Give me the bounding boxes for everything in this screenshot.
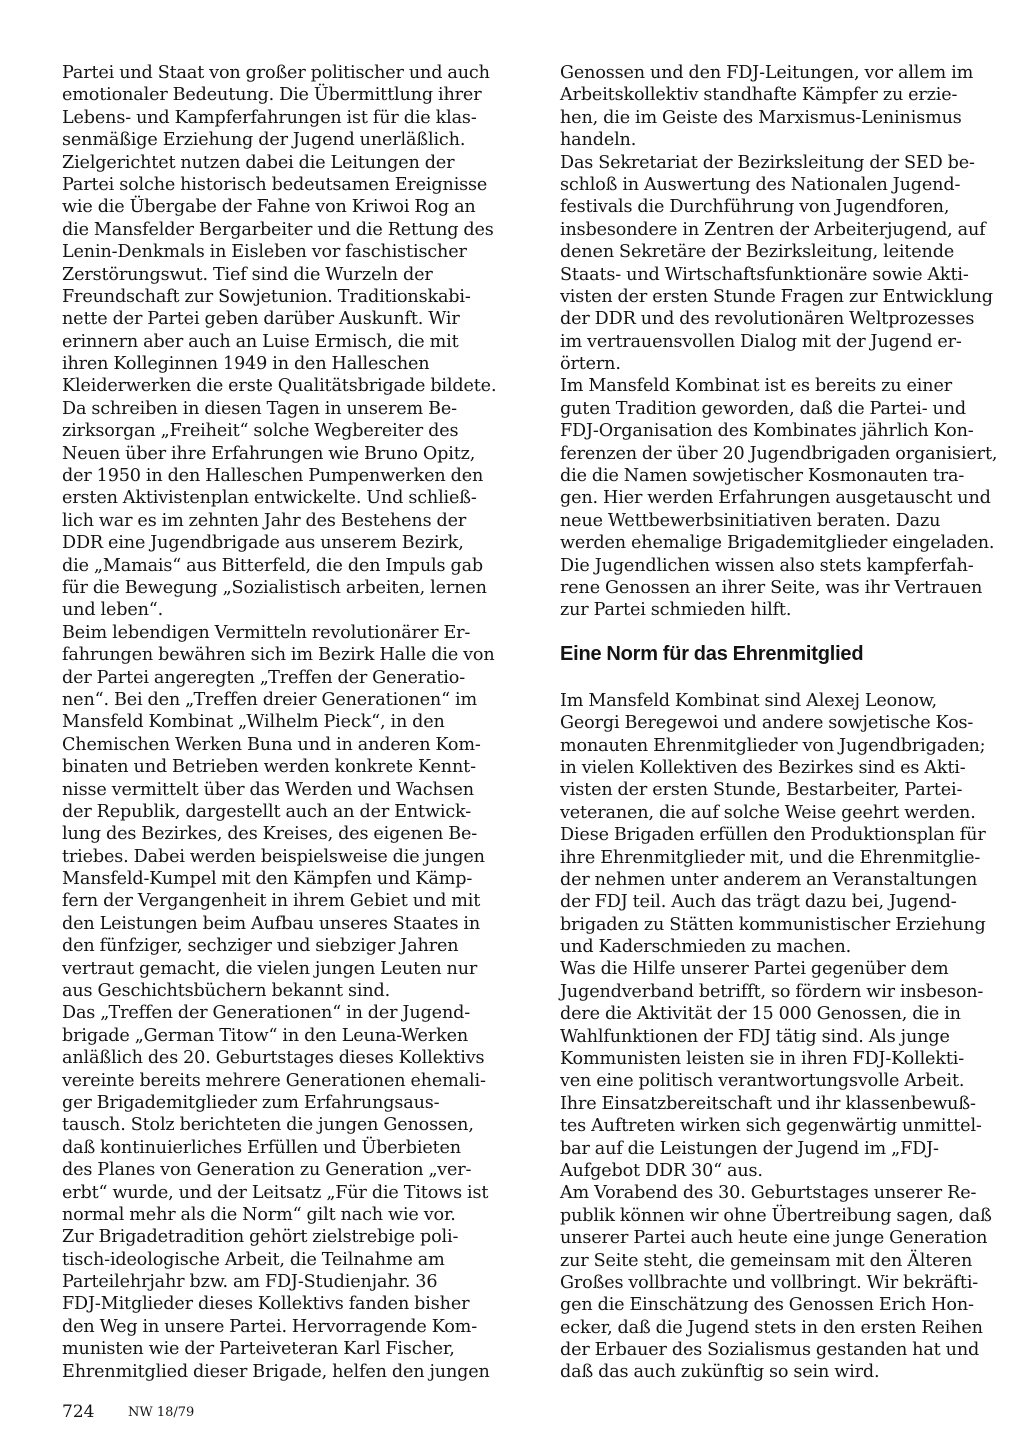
text-line: nette der Partei geben darüber Auskunft. Wir — [62, 309, 460, 330]
text-line: zur Seite steht, die gemeinsam mit den Älteren — [560, 1250, 973, 1271]
text-line: ihre Ehrenmitglieder mit, und die Ehrenmitglie- — [560, 847, 981, 868]
text-line: der Erbauer des Sozialismus gestanden hat und — [560, 1340, 980, 1361]
text-line: und Kaderschmieden zu machen. — [560, 937, 852, 958]
text-line: der 1950 in den Halleschen Pumpenwerken den — [62, 466, 484, 487]
text-line: Zur Brigadetradition gehört zielstrebige poli- — [62, 1227, 459, 1248]
right-column-top-text — [560, 62, 1012, 622]
text-line: Georgi Beregewoi und andere sowjetische Kos- — [560, 713, 974, 734]
text-line: DDR eine Jugendbrigade aus unserem Bezirk, — [62, 533, 464, 554]
text-line: lich war es im zehnten Jahr des Bestehens der — [62, 510, 467, 531]
text-line: Kleiderwerken die erste Qualitätsbrigade bildete. — [62, 376, 497, 397]
text-line: Da schreiben in diesen Tagen in unserem Be- — [62, 398, 457, 419]
text-line: insbesondere in Zentren der Arbeiterjugend, auf — [560, 219, 986, 240]
text-line: der nehmen unter anderem an Veranstaltungen — [560, 869, 978, 890]
text-line: vereinte bereits mehrere Generationen ehemali- — [62, 1070, 486, 1091]
text-line: binaten und Betrieben werden konkrete Kennt- — [62, 757, 476, 778]
text-line: tisch-ideologische Arbeit, die Teilnahme am — [62, 1249, 445, 1270]
text-line: Chemischen Werken Buna und in anderen Kom- — [62, 734, 481, 755]
text-line: den Leistungen beim Aufbau unseres Staates in — [62, 913, 481, 934]
text-line: des Planes von Generation zu Generation „ver- — [62, 1160, 472, 1181]
text-line: handeln. — [560, 130, 637, 151]
text-line: Die Jugendlichen wissen also stets kampferfah- — [560, 555, 974, 576]
text-line: Das Sekretariat der Bezirksleitung der SED be- — [560, 152, 975, 173]
text-line: der FDJ teil. Auch das trägt dazu bei, Jugend- — [560, 892, 957, 913]
text-line: hen, die im Geiste des Marxismus-Leninismus — [560, 107, 962, 128]
text-line: rene Genossen an ihrer Seite, was ihr Vertrauen — [560, 577, 983, 598]
text-line: Das „Treffen der Generationen“ in der Jugend- — [62, 1003, 471, 1024]
text-line: schloß in Auswertung des Nationalen Jugend- — [560, 174, 961, 195]
text-line: Jugendverband betrifft, so fördern wir insbeson- — [560, 981, 984, 1002]
text-line: der DDR und des revolutionären Weltprozesses — [560, 309, 975, 330]
text-line: munisten wie der Parteiveteran Karl Fischer, — [62, 1339, 455, 1360]
text-line: Staats- und Wirtschaftsfunktionäre sowie Akti- — [560, 264, 969, 285]
text-line: Arbeitskollektiv standhafte Kämpfer zu erzie- — [560, 85, 958, 106]
text-line: Neuen über ihre Erfahrungen wie Bruno Opitz, — [62, 443, 476, 464]
text-line: Ehrenmitglied dieser Brigade, helfen den jungen — [62, 1361, 490, 1382]
text-line: erinnern aber auch an Luise Ermisch, die mit — [62, 331, 459, 352]
text-line: normal mehr als die Norm“ gilt nach wie vor. — [62, 1204, 456, 1225]
text-line: in vielen Kollektiven des Bezirkes sind es Akti- — [560, 757, 966, 778]
text-line: senmäßige Erziehung der Jugend unerläßlich. — [62, 130, 466, 151]
text-line: gen. Hier werden Erfahrungen ausgetauscht und — [560, 488, 991, 509]
text-line: die „Mamais“ aus Bitterfeld, die den Impuls gab — [62, 555, 484, 576]
text-line: lung des Bezirkes, des Kreises, des eigenen Be- — [62, 824, 478, 845]
right-column — [560, 62, 1012, 1384]
text-line: Partei und Staat von großer politischer und auch — [62, 63, 490, 83]
text-line: unserer Partei auch heute eine junge Generation — [560, 1228, 988, 1249]
text-line: guten Tradition geworden, daß die Partei- und — [560, 398, 967, 419]
text-line: monauten Ehrenmitglieder von Jugendbrigaden; — [560, 735, 986, 756]
text-line: Lebens- und Kampferfahrungen ist für die klas- — [62, 107, 477, 128]
text-line: tausch. Stolz berichteten die jungen Genossen, — [62, 1115, 474, 1136]
text-line: örtern. — [560, 354, 621, 375]
text-line: daß kontinuierliches Erfüllen und Überbieten — [62, 1137, 461, 1158]
text-line: Zerstörungswut. Tief sind die Wurzeln der — [62, 264, 433, 285]
text-line: im vertrauensvollen Dialog mit der Jugend er- — [560, 331, 962, 352]
text-line: Aufgebot DDR 30“ aus. — [560, 1160, 763, 1181]
text-line: nen“. Bei den „Treffen dreier Generationen“ im — [62, 689, 478, 710]
text-line: Mansfeld Kombinat „Wilhelm Pieck“, in den — [62, 712, 445, 733]
text-line: Großes vollbrachte und vollbringt. Wir bekräfti- — [560, 1272, 979, 1293]
text-line: Freundschaft zur Sowjetunion. Traditionskabi- — [62, 286, 471, 307]
text-line: Wahlfunktionen der FDJ tätig sind. Als junge — [560, 1026, 950, 1047]
text-line: werden ehemalige Brigademitglieder eingeladen. — [560, 533, 995, 554]
text-line: Beim lebendigen Vermitteln revolutionärer Er- — [62, 622, 471, 643]
text-line: emotionaler Bedeutung. Die Übermittlung ihrer — [62, 85, 482, 106]
text-line: aus Geschichtsbüchern bekannt sind. — [62, 981, 391, 1002]
text-line: Ihre Einsatzbereitschaft und ihr klassenbewuß- — [560, 1093, 976, 1114]
text-line: brigade „German Titow“ in den Leuna-Werken — [62, 1025, 469, 1046]
section-heading: Eine Norm für das Ehrenmitglied — [560, 642, 864, 665]
text-line: Zielgerichtet nutzen dabei die Leitungen der — [62, 152, 455, 173]
text-line: der Republik, dargestellt auch an der Entwick- — [62, 801, 472, 822]
text-line: neue Wettbewerbsinitiativen beraten. Dazu — [560, 510, 941, 531]
text-line: denen Sekretäre der Bezirksleitung, leitende — [560, 242, 955, 263]
text-line: daß das auch zukünftig so sein wird. — [560, 1362, 880, 1383]
text-line: ihren Kolleginnen 1949 in den Halleschen — [62, 354, 430, 375]
text-line: Im Mansfeld Kombinat sind Alexej Leonow, — [560, 690, 937, 711]
text-line: Im Mansfeld Kombinat ist es bereits zu einer — [560, 376, 952, 397]
text-line: die Mansfelder Bergarbeiter und die Rettung des — [62, 219, 494, 240]
text-line: Diese Brigaden erfüllen den Produktionsplan für — [560, 825, 986, 846]
text-line: vertraut gemacht, die vielen jungen Leuten nur — [62, 958, 478, 979]
text-line: tes Auftreten wirken sich gegenwärtig unmittel- — [560, 1116, 982, 1137]
text-line: FDJ-Organisation des Kombinates jährlich Kon- — [560, 421, 974, 442]
issue-label: NW 18/79 — [128, 1405, 195, 1420]
text-line: fern der Vergangenheit in ihrem Gebiet und mit — [62, 891, 481, 912]
text-line: ger Brigademitglieder zum Erfahrungsaus- — [62, 1092, 440, 1113]
text-line: dere die Aktivität der 15 000 Genossen, die in — [560, 1004, 961, 1025]
text-line: ven eine politisch verantwortungsvolle Arbeit. — [560, 1071, 965, 1092]
text-line: Partei solche historisch bedeutsamen Ereignisse — [62, 174, 488, 195]
text-line: für die Bewegung „Sozialistisch arbeiten, lernen — [62, 577, 487, 598]
text-line: zur Partei schmieden hilft. — [560, 600, 792, 621]
text-line: festivals die Durchführung von Jugendforen, — [560, 197, 950, 218]
text-line: ferenzen der über 20 Jugendbrigaden organisiert, — [560, 443, 998, 464]
page-number: 724 — [62, 1402, 95, 1422]
text-line: die die Namen sowjetischer Kosmonauten tra- — [560, 466, 965, 487]
right-column-bottom-text — [560, 690, 1012, 1384]
text-line: Lenin-Denkmals in Eisleben vor faschistischer — [62, 242, 467, 263]
text-line: publik können wir ohne Übertreibung sagen, daß — [560, 1205, 992, 1226]
text-line: den fünfziger, sechziger und siebziger Jahren — [62, 936, 459, 957]
text-line: Kommunisten leisten sie in ihren FDJ-Kollekti- — [560, 1049, 965, 1070]
text-line: Parteilehrjahr bzw. am FDJ-Studienjahr. 36 — [62, 1272, 438, 1293]
text-line: den Weg in unsere Partei. Hervorragende Kom- — [62, 1316, 477, 1337]
text-line: und leben“. — [62, 600, 164, 621]
text-line: erbt“ wurde, und der Leitsatz „Für die Titows ist — [62, 1182, 489, 1203]
text-line: brigaden zu Stätten kommunistischer Erziehung — [560, 914, 986, 935]
text-line: veteranen, die auf solche Weise geehrt werden. — [560, 802, 976, 823]
text-line: visten der ersten Stunde, Bestarbeiter, Partei- — [560, 780, 963, 801]
text-line: ersten Aktivistenplan entwickelte. Und schließ- — [62, 488, 477, 509]
text-line: fahrungen bewähren sich im Bezirk Halle die von — [62, 645, 495, 666]
text-line: wie die Übergabe der Fahne von Kriwoi Rog an — [62, 197, 476, 218]
text-line: bar auf die Leistungen der Jugend im „FDJ- — [560, 1138, 939, 1159]
text-line: ecker, daß die Jugend stets in den ersten Reihen — [560, 1317, 983, 1338]
text-line: Am Vorabend des 30. Geburtstages unserer Re- — [560, 1183, 977, 1204]
left-column — [62, 62, 524, 1383]
text-line: der Partei angeregten „Treffen der Generatio- — [62, 667, 465, 688]
text-line: triebes. Dabei werden beispielsweise die jungen — [62, 846, 485, 867]
text-line: Mansfeld-Kumpel mit den Kämpfen und Kämp- — [62, 869, 473, 890]
text-line: zirksorgan „Freiheit“ solche Wegbereiter des — [62, 421, 459, 442]
text-line: nisse vermittelt über das Werden und Wachsen — [62, 779, 474, 800]
text-line: visten der ersten Stunde Fragen zur Entwicklung — [560, 286, 993, 307]
text-line: Was die Hilfe unserer Partei gegenüber dem — [560, 959, 949, 980]
text-line: Genossen und den FDJ-Leitungen, vor allem im — [560, 63, 974, 83]
text-line: gen die Einschätzung des Genossen Erich Hon- — [560, 1295, 974, 1316]
text-line: anläßlich des 20. Geburtstages dieses Kollektivs — [62, 1048, 485, 1069]
text-line: FDJ-Mitglieder dieses Kollektivs fanden bisher — [62, 1294, 470, 1315]
